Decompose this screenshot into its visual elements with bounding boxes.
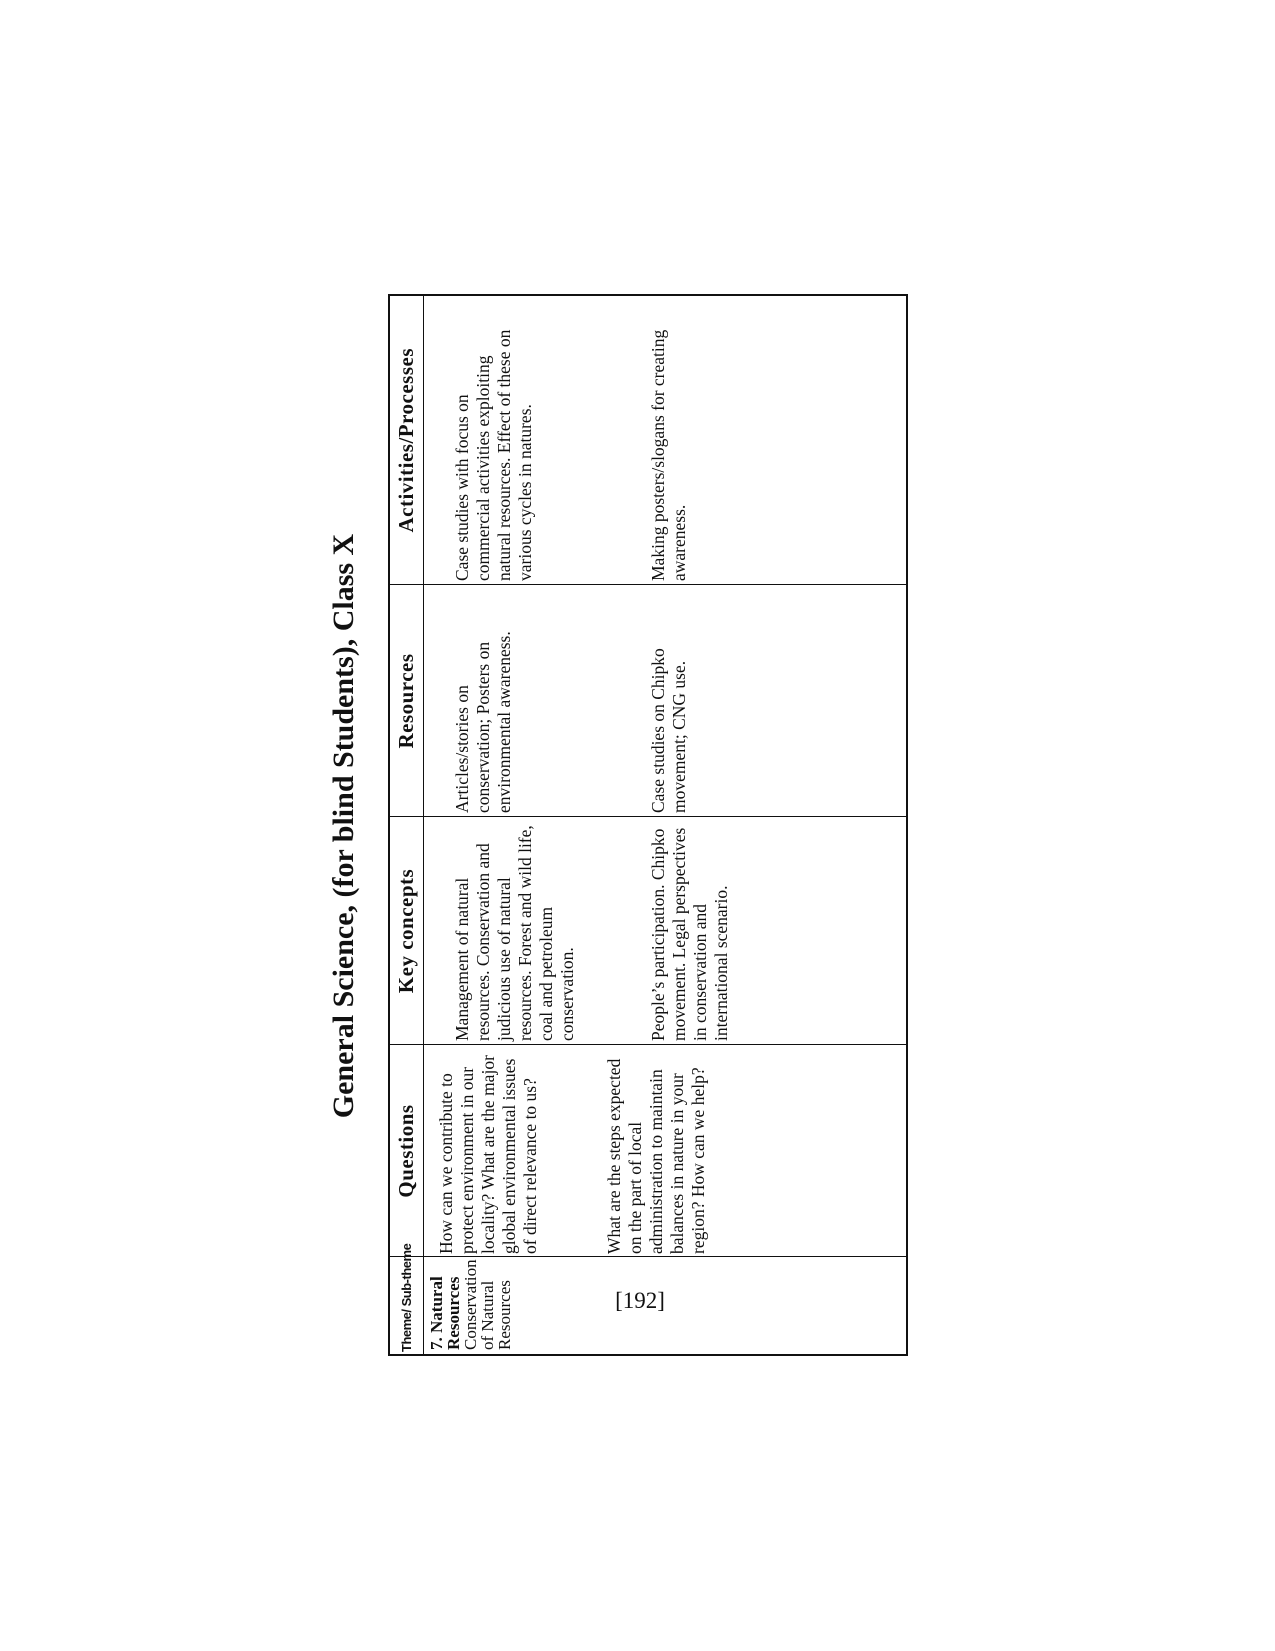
question-1: How can we contribute to protect environment in our locality? What are the major global environmental issues of direct relevance to us? [436, 1055, 540, 1254]
header-activities: Activities/Processes [389, 295, 424, 585]
activity-2: Making posters/slogans for creating awareness. [648, 329, 689, 581]
activity-1: Case studies with focus on commercial activities exploiting natural resources. Effect of these on various cycles in natures. [452, 329, 535, 581]
theme-subtitle: Conservation of Natural Resources [461, 1259, 514, 1350]
header-resources: Resources [389, 585, 424, 817]
key-concept-1: Management of natural resources. Conservation and judicious use of natural resources. Forest and wild life, coal and petroleum conservation. [452, 825, 577, 1041]
rotated-page-content [316, 296, 946, 1356]
header-theme: Theme/ Sub-theme [389, 1257, 424, 1355]
resource-1: Articles/stories on conservation; Posters on environmental awareness. [452, 631, 514, 813]
theme-title: 7. Natural Resources [427, 1276, 463, 1350]
resource-2: Case studies on Chipko movement; CNG use. [648, 648, 689, 813]
key-concept-2: People’s participation. Chipko movement. Legal perspectives in conservation and international scenario. [648, 827, 731, 1041]
page-number: [192] [615, 1288, 665, 1313]
header-questions: Questions [389, 1045, 424, 1257]
table-header-row [389, 295, 424, 1355]
page-title: General Science, (for blind Students), Class X [327, 533, 360, 1119]
header-key-concepts: Key concepts [389, 817, 424, 1045]
question-2: What are the steps expected on the part of local administration to maintain balances in nature in your region? How can we help? [604, 1058, 708, 1254]
